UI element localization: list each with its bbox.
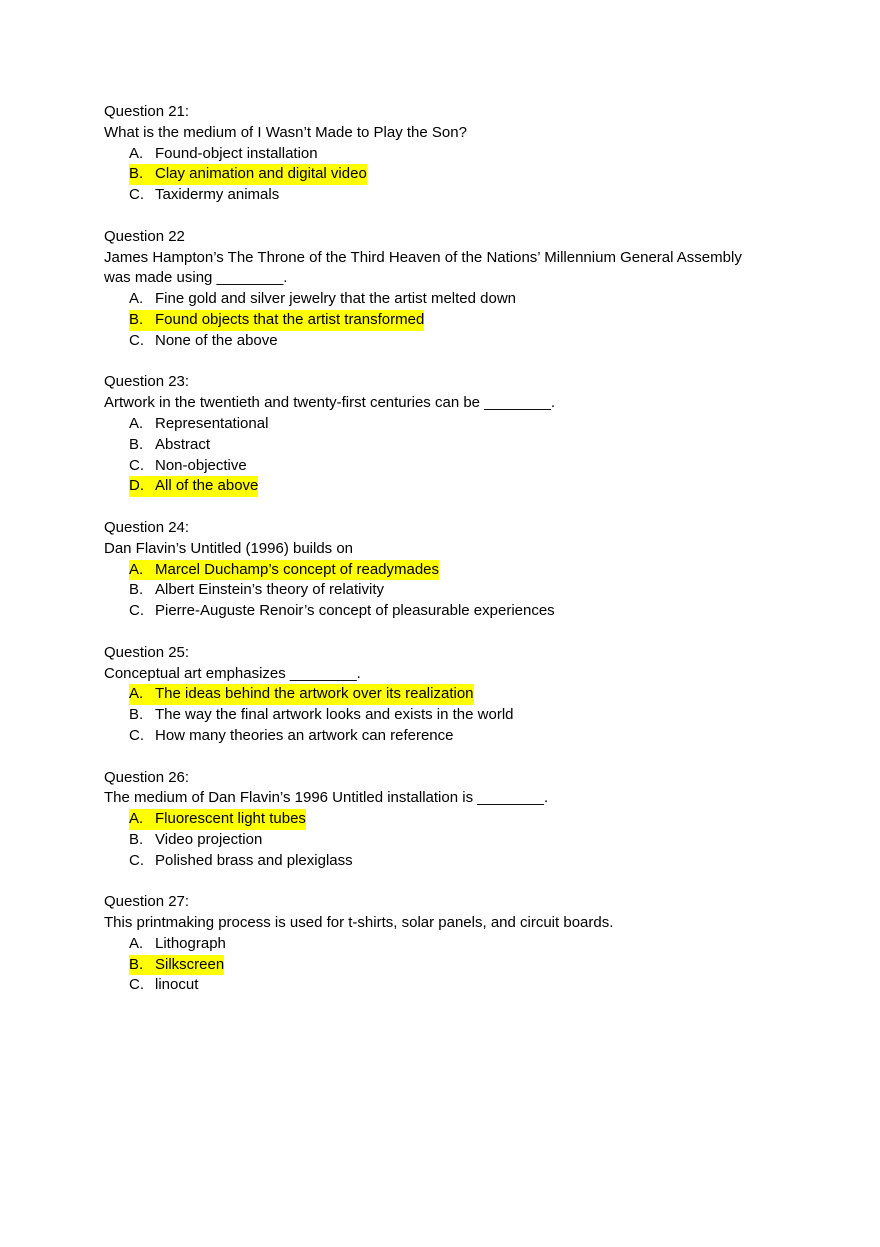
answer-highlight [129, 580, 384, 601]
question-prompt: Dan Flavin’s Untitled (1996) builds on [104, 539, 354, 557]
question-heading: Question 22 [104, 227, 185, 245]
answer-option [104, 601, 744, 622]
answer-letter: B. [129, 165, 144, 183]
answer-option [104, 975, 744, 996]
answer-highlight [129, 830, 262, 851]
answer-text: How many theories an artwork can reference [155, 726, 454, 744]
answer-option [104, 851, 744, 872]
answer-letter: C. [129, 331, 144, 349]
answer-letter: B. [129, 830, 144, 848]
question-prompt: James Hampton’s The Throne of the Third Heaven of the Nations’ Millennium General Assembly was made using ________. [104, 248, 742, 287]
answer-option [104, 414, 744, 435]
answer-text: Found-object installation [155, 144, 318, 162]
answer-option [104, 331, 744, 352]
answer-highlight [129, 144, 318, 165]
answer-option [104, 310, 744, 331]
question-22 [104, 227, 744, 352]
answer-letter: B. [129, 581, 144, 599]
answer-text: Marcel Duchamp’s concept of readymades [155, 560, 440, 578]
answer-option [104, 164, 744, 185]
answer-letter: C. [129, 456, 144, 474]
answer-options [104, 809, 744, 871]
answer-option [104, 435, 744, 456]
answer-text: Silkscreen [155, 955, 225, 973]
answer-letter: A. [129, 144, 144, 162]
question-heading: Question 25: [104, 643, 190, 661]
question-heading: Question 26: [104, 768, 190, 786]
answer-letter: C. [129, 851, 144, 869]
answer-highlight [129, 705, 514, 726]
answer-highlight [129, 851, 353, 872]
answer-letter: B. [129, 435, 144, 453]
question-heading: Question 23: [104, 373, 190, 391]
answer-letter: C. [129, 602, 144, 620]
answer-text: Clay animation and digital video [155, 165, 367, 183]
answer-highlight [129, 164, 367, 185]
question-23 [104, 372, 744, 497]
answer-options [104, 684, 744, 746]
question-prompt: Conceptual art emphasizes ________. [104, 664, 361, 682]
answer-text: linocut [155, 976, 199, 994]
answer-text: None of the above [155, 331, 278, 349]
question-26 [104, 768, 744, 872]
answer-option [104, 456, 744, 477]
answer-highlight [129, 310, 424, 331]
answer-text: The ideas behind the artwork over its realization [155, 685, 474, 703]
answer-text: Abstract [155, 435, 211, 453]
answer-option [104, 684, 744, 705]
answer-text: Non-objective [155, 456, 247, 474]
answer-options [104, 560, 744, 622]
answer-text: Video projection [155, 830, 263, 848]
question-prompt: Artwork in the twentieth and twenty-first centuries can be ________. [104, 394, 556, 412]
answer-option [104, 289, 744, 310]
answer-text: Fine gold and silver jewelry that the artist melted down [155, 290, 517, 308]
answer-letter: A. [129, 934, 144, 952]
answer-options [104, 144, 744, 206]
answer-text: All of the above [155, 477, 259, 495]
answer-letter: A. [129, 685, 144, 703]
answer-option [104, 809, 744, 830]
answer-highlight [129, 435, 210, 456]
quiz-page [104, 102, 744, 1017]
question-heading: Question 27: [104, 893, 190, 911]
answer-highlight [129, 934, 226, 955]
answer-highlight [129, 560, 439, 581]
answer-letter: A. [129, 810, 144, 828]
answer-text: Taxidermy animals [155, 186, 280, 204]
answer-options [104, 289, 744, 351]
answer-highlight [129, 476, 258, 497]
question-25 [104, 643, 744, 747]
answer-highlight [129, 726, 453, 747]
answer-highlight [129, 331, 278, 352]
question-heading: Question 24: [104, 518, 190, 536]
answer-highlight [129, 456, 247, 477]
question-prompt: What is the medium of I Wasn’t Made to Play the Son? [104, 123, 467, 141]
answer-highlight [129, 414, 268, 435]
answer-option [104, 144, 744, 165]
answer-highlight [129, 185, 279, 206]
answer-options [104, 934, 744, 996]
question-heading: Question 21: [104, 103, 190, 120]
answer-letter: A. [129, 290, 144, 308]
answer-option [104, 934, 744, 955]
question-prompt: The medium of Dan Flavin’s 1996 Untitled installation is ________. [104, 789, 549, 807]
answer-option [104, 830, 744, 851]
answer-letter: B. [129, 706, 144, 724]
answer-option [104, 580, 744, 601]
answer-highlight [129, 601, 555, 622]
answer-text: Fluorescent light tubes [155, 810, 306, 828]
answer-highlight [129, 684, 474, 705]
question-24 [104, 518, 744, 622]
answer-option [104, 955, 744, 976]
answer-text: Representational [155, 414, 269, 432]
answer-letter: D. [129, 477, 144, 495]
answer-option [104, 705, 744, 726]
answer-text: Pierre-Auguste Renoir’s concept of pleasurable experiences [155, 602, 555, 620]
answer-letter: C. [129, 976, 144, 994]
question-21 [104, 102, 744, 206]
answer-option [104, 185, 744, 206]
answer-highlight [129, 955, 224, 976]
answer-letter: A. [129, 414, 144, 432]
answer-option [104, 560, 744, 581]
answer-letter: B. [129, 955, 144, 973]
answer-letter: A. [129, 560, 144, 578]
answer-text: Found objects that the artist transformed [155, 310, 425, 328]
answer-highlight [129, 289, 516, 310]
question-27 [104, 892, 744, 996]
answer-highlight [129, 975, 198, 996]
answer-text: The way the final artwork looks and exists in the world [155, 706, 514, 724]
answer-text: Albert Einstein’s theory of relativity [155, 581, 384, 599]
answer-options [104, 414, 744, 497]
answer-letter: C. [129, 726, 144, 744]
answer-letter: B. [129, 310, 144, 328]
answer-letter: C. [129, 186, 144, 204]
answer-option [104, 726, 744, 747]
question-prompt: This printmaking process is used for t-shirts, solar panels, and circuit boards. [104, 914, 614, 932]
answer-text: Lithograph [155, 934, 226, 952]
answer-option [104, 476, 744, 497]
answer-text: Polished brass and plexiglass [155, 851, 353, 869]
answer-highlight [129, 809, 306, 830]
